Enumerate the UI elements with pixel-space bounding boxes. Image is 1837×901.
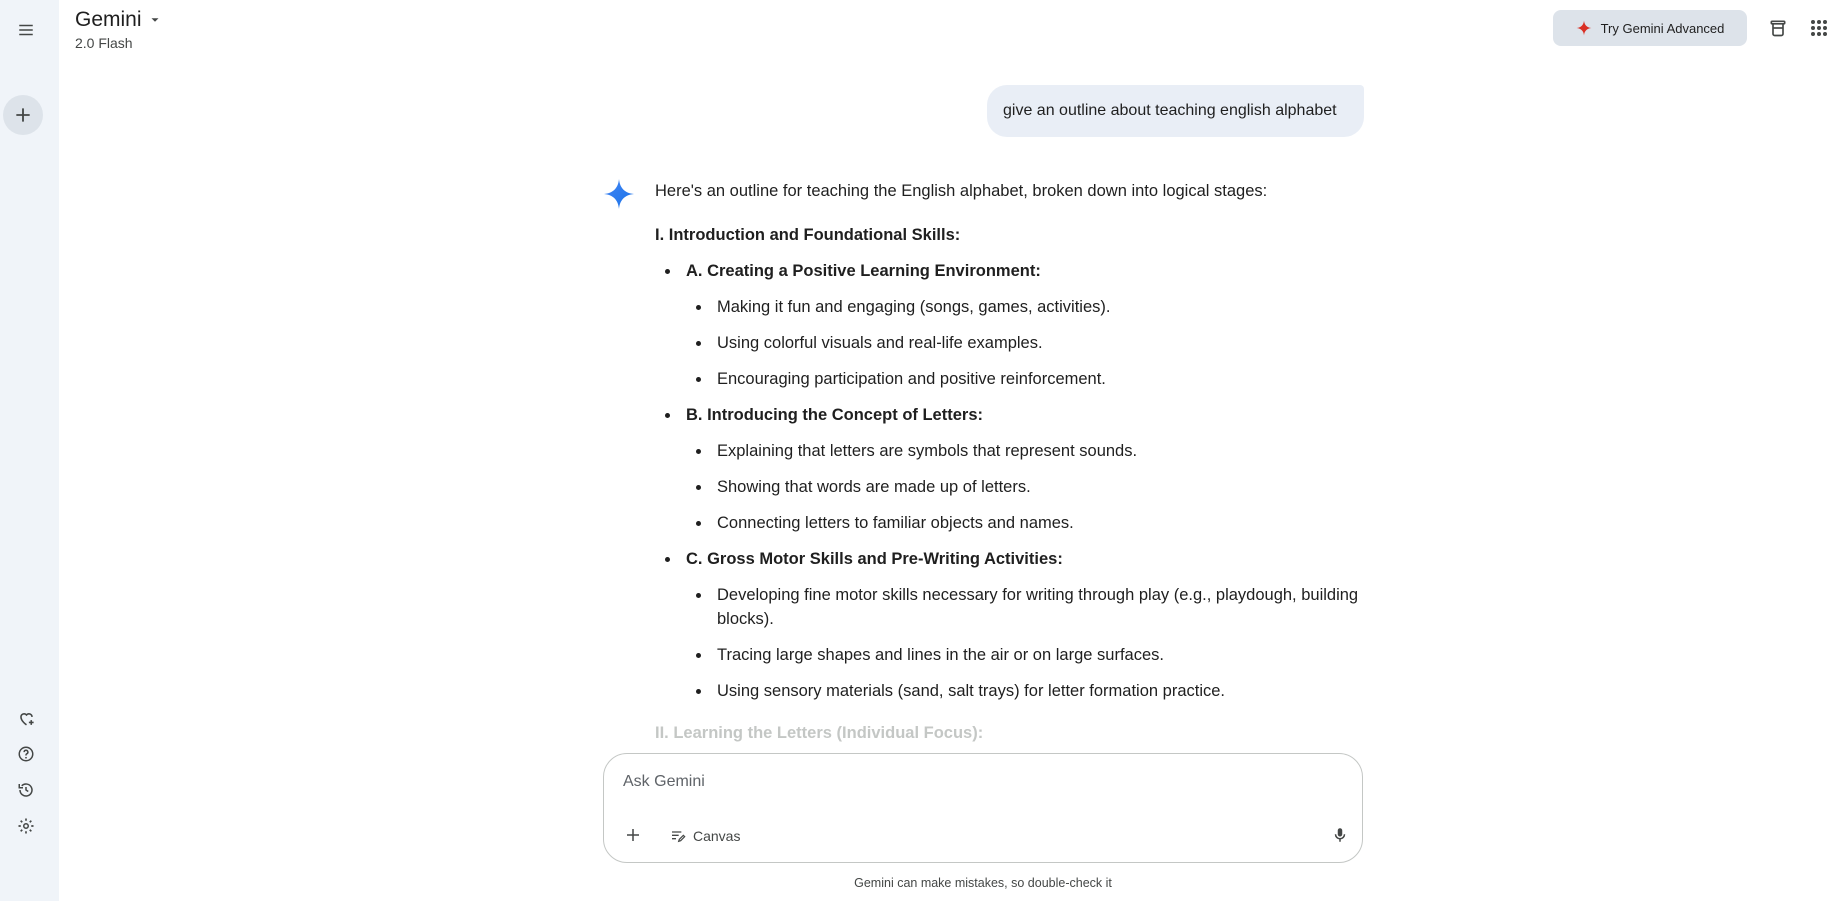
subsection-title: A. Creating a Positive Learning Environment: — [686, 262, 1041, 280]
subsection — [655, 259, 1365, 391]
subsection — [655, 403, 1365, 535]
list-item: Connecting letters to familiar objects and names. — [686, 511, 1365, 535]
bullet-list — [686, 295, 1365, 391]
clear-chat-button[interactable] — [1764, 14, 1792, 42]
model-label: 2.0 Flash — [75, 35, 133, 51]
apps-grid-icon — [1810, 19, 1828, 37]
caret-down-icon — [148, 13, 162, 27]
microphone-icon — [1331, 826, 1349, 844]
delete-icon — [1768, 18, 1788, 38]
user-prompt-bubble: give an outline about teaching english alphabet — [987, 85, 1364, 137]
bullet-list — [686, 583, 1365, 703]
section-heading: I. Introduction and Foundational Skills: — [655, 226, 961, 244]
help-button[interactable] — [7, 735, 45, 773]
help-icon — [17, 745, 35, 763]
list-item: Showing that words are made up of letters. — [686, 475, 1365, 499]
subsection — [655, 547, 1365, 703]
subsection-title: B. Introducing the Concept of Letters: — [686, 406, 983, 424]
model-switcher[interactable] — [75, 8, 162, 32]
disclaimer-text: Gemini can make mistakes, so double-check it — [854, 876, 1112, 890]
list-item: Using colorful visuals and real-life examples. — [686, 331, 1365, 355]
prompt-input[interactable] — [623, 768, 1323, 796]
list-item: Making it fun and engaging (songs, games, activities). — [686, 295, 1365, 319]
list-item: Developing fine motor skills necessary for writing through play (e.g., playdough, building blocks). — [686, 583, 1365, 631]
new-chat-button[interactable] — [3, 95, 43, 135]
microphone-button[interactable] — [1325, 820, 1355, 850]
try-advanced-label: Try Gemini Advanced — [1600, 20, 1725, 36]
sparkle-icon — [1576, 20, 1592, 36]
gem-icon — [17, 709, 36, 728]
canvas-button[interactable] — [670, 822, 740, 850]
main-menu-button[interactable] — [7, 11, 45, 49]
section-heading-faded: II. Learning the Letters (Individual Focus): — [655, 724, 984, 742]
gear-icon — [17, 817, 35, 835]
prompt-input-box — [603, 753, 1363, 863]
app-title: Gemini — [75, 8, 142, 31]
add-icon — [13, 105, 33, 125]
sidebar — [0, 0, 59, 901]
list-item: Encouraging participation and positive reinforcement. — [686, 367, 1365, 391]
subsection-title: C. Gross Motor Skills and Pre-Writing Activities: — [686, 550, 1063, 568]
model-response — [655, 179, 1365, 757]
add-icon — [624, 826, 642, 844]
bullet-list — [686, 439, 1365, 535]
history-icon — [17, 781, 35, 799]
brand-header — [75, 8, 162, 51]
try-advanced-button[interactable] — [1553, 10, 1747, 46]
list-item: Using sensory materials (sand, salt trays) for letter formation practice. — [686, 679, 1365, 703]
response-intro: Here's an outline for teaching the English alphabet, broken down into logical stages: — [655, 182, 1268, 200]
gemini-sparkle-icon — [604, 179, 634, 209]
gem-manager-button[interactable] — [7, 699, 45, 737]
google-apps-button[interactable] — [1805, 14, 1833, 42]
activity-button[interactable] — [7, 771, 45, 809]
subsection-list — [655, 259, 1365, 703]
canvas-icon — [670, 828, 686, 844]
add-attachment-button[interactable] — [618, 820, 648, 850]
list-item: Explaining that letters are symbols that represent sounds. — [686, 439, 1365, 463]
list-item: Tracing large shapes and lines in the air or on large surfaces. — [686, 643, 1365, 667]
settings-button[interactable] — [7, 807, 45, 845]
menu-icon — [17, 21, 35, 39]
canvas-label: Canvas — [693, 828, 741, 844]
